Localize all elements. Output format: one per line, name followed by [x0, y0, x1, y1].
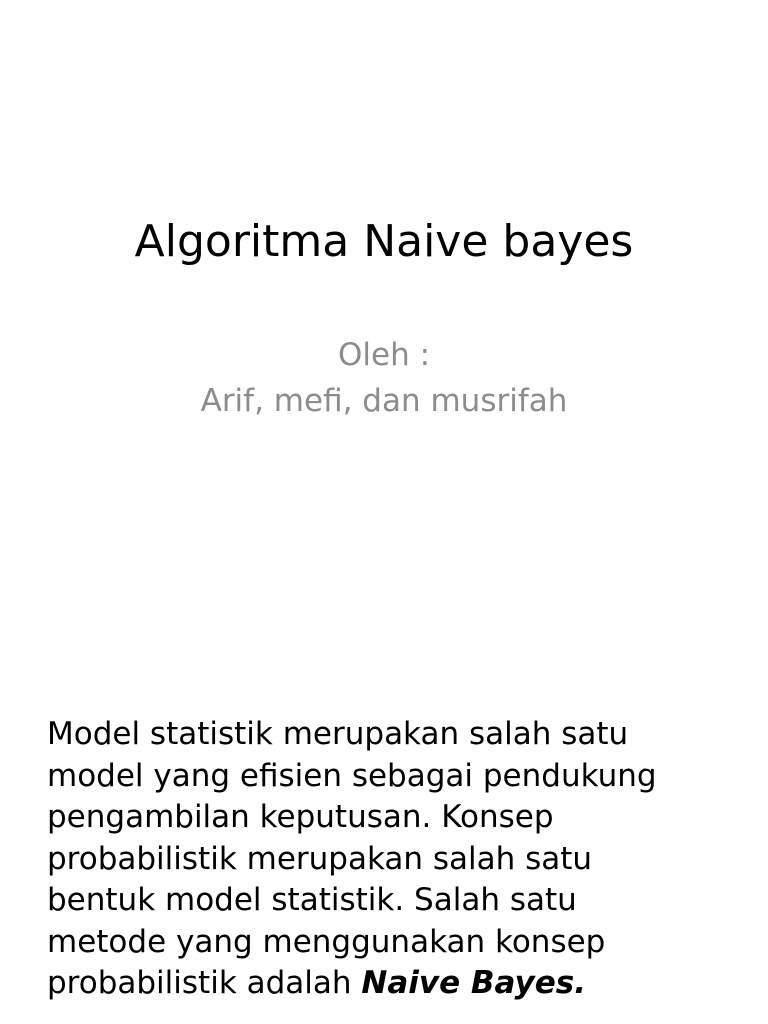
subtitle-label: Oleh :: [337, 337, 431, 373]
authors: Arif, mefi, dan musrifah: [200, 383, 568, 419]
slide-title: Algoritma Naive bayes: [134, 216, 634, 267]
body-paragraph: [47, 714, 737, 1005]
slide-subtitle: [0, 332, 768, 424]
naive-bayes-emphasis: Naive Bayes.: [361, 965, 586, 1001]
paragraph-text: Model statistik merupakan salah satu model yang efisien sebagai pendukung pengambilan keputusan. Konsep probabilistik merupakan salah satu bentuk model statistik. Salah satu metode yang menggunakan konsep probabilistik adalah: [47, 716, 657, 1001]
